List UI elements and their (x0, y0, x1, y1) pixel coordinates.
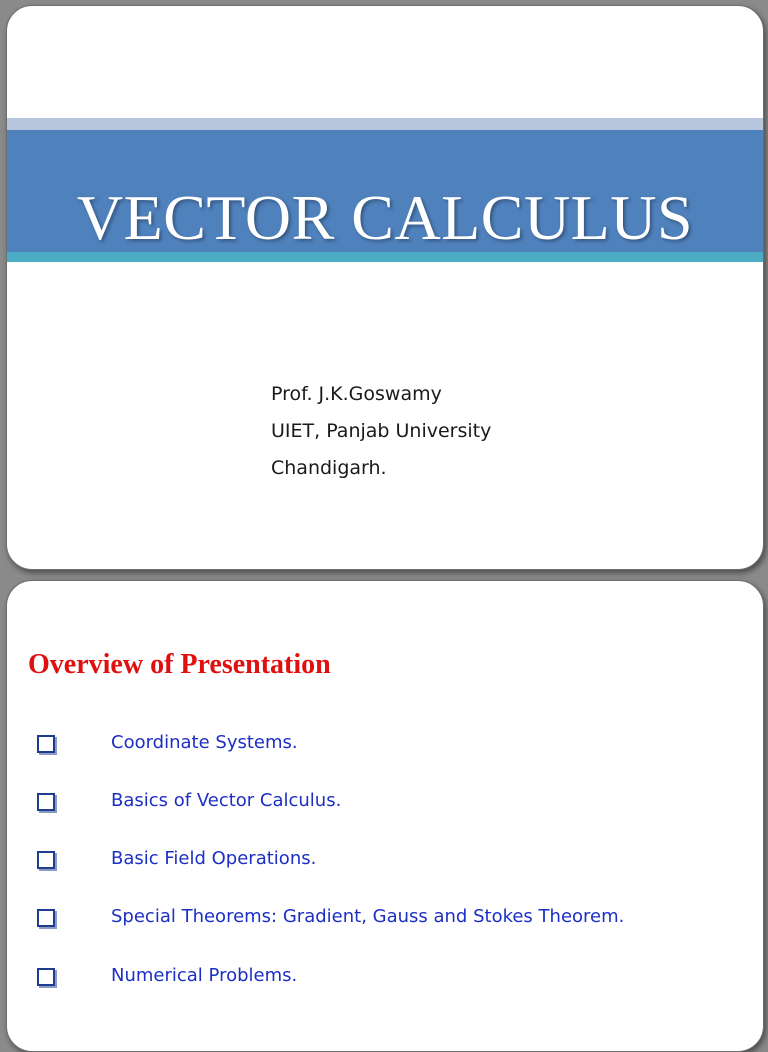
list-item-label: Basics of Vector Calculus. (111, 790, 342, 811)
list-item (37, 903, 625, 933)
author-institution: UIET, Panjab University (271, 420, 492, 442)
list-item-label: Coordinate Systems. (111, 732, 298, 753)
list-item-label: Special Theorems: Gradient, Gauss and Stokes Theorem. (111, 906, 625, 927)
checkbox-icon (37, 968, 55, 986)
author-name: Prof. J.K.Goswamy (271, 383, 442, 405)
slide-title: VECTOR CALCULUS (76, 182, 694, 253)
title-slide (6, 5, 764, 570)
checkbox-icon (37, 735, 55, 753)
list-item (37, 845, 317, 875)
checkbox-icon (37, 909, 55, 927)
checkbox-icon (37, 793, 55, 811)
list-item-label: Basic Field Operations. (111, 848, 317, 869)
list-item (37, 729, 298, 759)
list-item (37, 787, 342, 817)
author-block (271, 376, 491, 487)
title-band-top-stripe (7, 118, 763, 130)
author-city: Chandigarh. (271, 457, 387, 479)
list-item (37, 962, 298, 992)
checkbox-icon (37, 851, 55, 869)
overview-heading: Overview of Presentation (28, 649, 331, 680)
list-item-label: Numerical Problems. (111, 965, 298, 986)
overview-slide (6, 580, 764, 1052)
